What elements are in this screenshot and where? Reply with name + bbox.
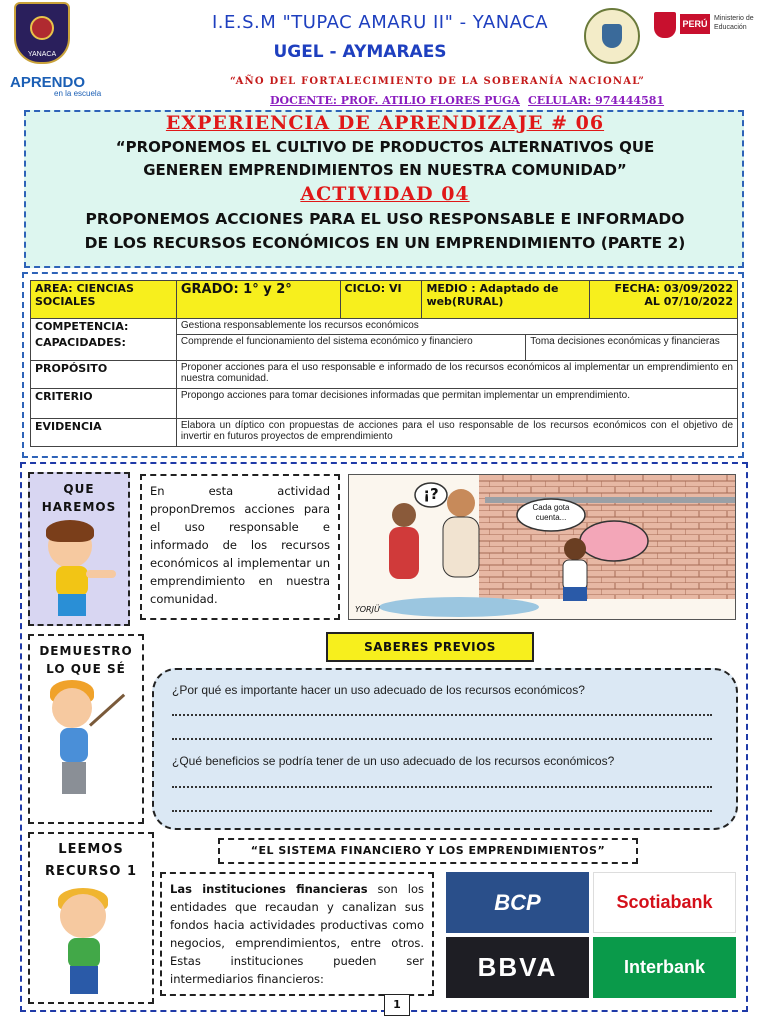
date-start: FECHA: 03/09/2022 <box>614 282 733 295</box>
peru-crest-icon <box>654 12 676 38</box>
answer-line-1[interactable] <box>172 714 712 716</box>
aprendo-main: APRENDO <box>10 74 86 91</box>
section-title-sistema: “EL SISTEMA FINANCIERO Y LOS EMPRENDIMIENTOS” <box>218 838 638 864</box>
date-end: AL 07/10/2022 <box>644 295 733 308</box>
institutions-text <box>160 872 434 996</box>
page-number: 1 <box>384 994 410 1016</box>
ministry-label: Ministerio de Educación <box>714 15 754 31</box>
criterion-value: Propongo acciones para tomar decisiones informadas que permitan implementar un emprendimiento. <box>176 389 737 419</box>
answer-line-4[interactable] <box>172 810 712 812</box>
banks-image <box>446 872 736 998</box>
competence-value: Gestiona responsablemente los recursos económicos <box>176 319 737 335</box>
bank-bbva: BBVA <box>446 937 589 998</box>
purpose-label: PROPÓSITO <box>31 361 177 389</box>
answer-line-2[interactable] <box>172 738 712 740</box>
leemos-label-1: LEEMOS <box>58 842 124 857</box>
demuestro-label-2: LO QUE SÉ <box>46 662 126 676</box>
demuestro-label-1: DEMUESTRO <box>39 644 133 658</box>
que-haremos-text: En esta actividad proponDremos acciones para el uso responsable e informado de los recursos económicos al implementar un emprendimiento en nuestra comunidad. <box>140 474 340 620</box>
logo-text: YANACA <box>27 51 57 58</box>
leemos-label-2: RECURSO 1 <box>45 864 137 879</box>
capacities-label: CAPACIDADES: <box>31 335 177 361</box>
purpose-value: Proponer acciones para el uso responsable e informado de los recursos económicos al implementar un emprendimiento en nuestra comunidad. <box>176 361 737 389</box>
bank-interbank: Interbank <box>593 937 736 998</box>
institutions-body: son los entidades que recaudan y canalizan sus fondos hacia actividades productivas como negocios, emprendimientos, entre otros. Estas instituciones pueden ser intermediarios financieros: <box>170 882 424 986</box>
capacity-1: Comprende el funcionamiento del sistema económico y financiero <box>176 335 525 361</box>
school-name: I.E.S.M "TUPAC AMARU II" - YANACA <box>211 12 549 33</box>
project-title-line2: GENEREN EMPRENDIMIENTOS EN NUESTRA COMUNIDAD” <box>143 161 627 179</box>
water-cartoon-image <box>348 474 736 620</box>
bank-scotiabank: Scotiabank <box>593 872 736 933</box>
info-table <box>30 280 738 447</box>
capacity-2: Toma decisiones económicas y financieras <box>526 335 738 361</box>
que-haremos-label-1: QUE <box>63 482 95 496</box>
evidence-label: EVIDENCIA <box>31 419 177 447</box>
evidence-value: Elabora un díptico con propuestas de acciones para el uso responsable de los recursos económicos con el objetivo de invertir en futuros proyectos de emprendimiento <box>176 419 737 447</box>
que-haremos-box <box>28 472 130 626</box>
leemos-box <box>28 832 154 1004</box>
answer-line-3[interactable] <box>172 786 712 788</box>
activity-desc-line2: DE LOS RECURSOS ECONÓMICOS EN UN EMPRENDIMIENTO (PARTE 2) <box>84 234 686 252</box>
institutions-lead: Las instituciones financieras <box>170 882 368 896</box>
grade-cell: GRADO: 1° y 2° <box>176 281 340 319</box>
activity-title: ACTIVIDAD 04 <box>300 183 470 205</box>
competence-label: COMPETENCIA: <box>31 319 177 335</box>
year-motto: “AÑO DEL FORTALECIMIENTO DE LA SOBERANÍA NACIONAL” <box>230 76 646 87</box>
date-cell <box>590 281 738 319</box>
area-cell: AREA: CIENCIAS SOCIALES <box>31 281 177 319</box>
medium-cell: MEDIO : Adaptado de web(RURAL) <box>422 281 590 319</box>
cartoon-speech-left: ¡? <box>423 485 439 503</box>
teacher-phone: CELULAR: 974444581 <box>528 94 665 107</box>
saberes-title: SABERES PREVIOS <box>326 632 534 662</box>
seal-icon <box>584 8 640 64</box>
ugel-name: UGEL - AYMARAES <box>273 42 447 62</box>
experience-title: EXPERIENCIA DE APRENDIZAJE # 06 <box>165 112 605 134</box>
que-haremos-label-2: HAREMOS <box>41 500 117 514</box>
question-1: ¿Por qué es importante hacer un uso adecuado de los recursos económicos? <box>172 683 585 697</box>
criterion-label: CRITERIO <box>31 389 177 419</box>
cartoon-drawing <box>349 475 736 620</box>
teacher-name: DOCENTE: PROF. ATILIO FLORES PUGA <box>270 94 520 107</box>
cartoon-speech-right: Cada gota cuenta... <box>532 503 570 522</box>
aprendo-sub: en la escuela <box>54 89 102 98</box>
aprendo-logo <box>10 74 120 102</box>
peru-label: PERÚ <box>680 14 710 34</box>
cycle-cell: CICLO: VI <box>340 281 422 319</box>
bank-bcp: BCP <box>446 872 589 933</box>
cartoon-signature: YORJÜ <box>355 605 380 614</box>
demuestro-box <box>28 634 144 824</box>
activity-desc-line1: PROPONEMOS ACCIONES PARA EL USO RESPONSABLE E INFORMADO <box>85 210 685 228</box>
ministry-logo <box>654 12 762 40</box>
logo-emblem-icon <box>30 16 54 40</box>
school-logo <box>14 2 70 64</box>
project-title-line1: “PROPONEMOS EL CULTIVO DE PRODUCTOS ALTERNATIVOS QUE <box>115 138 655 156</box>
question-2: ¿Qué beneficios se podría tener de un uso adecuado de los recursos económicos? <box>172 754 615 768</box>
